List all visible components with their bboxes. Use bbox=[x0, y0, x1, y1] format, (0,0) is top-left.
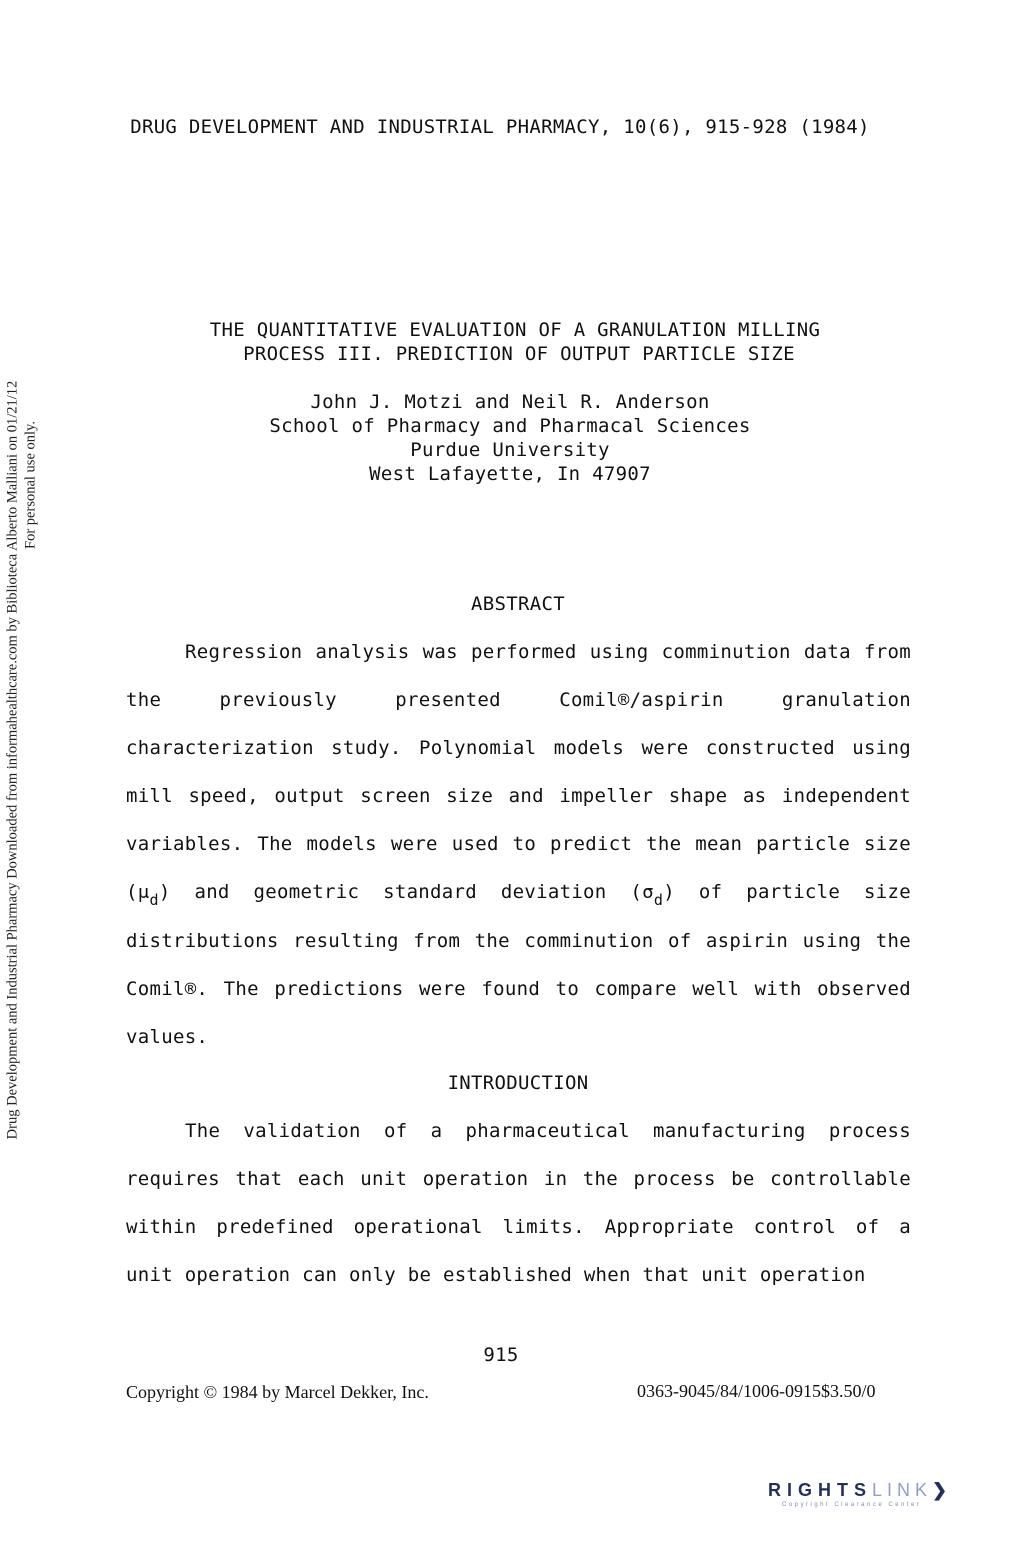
abstract-paragraph bbox=[126, 628, 911, 1061]
affiliation-line-1: School of Pharmacy and Pharmacal Sciences bbox=[269, 415, 751, 437]
personal-use-notice: For personal use only. bbox=[22, 421, 39, 549]
article-code: 0363-9045/84/1006-0915$3.50/0 bbox=[637, 1381, 876, 1401]
journal-header: DRUG DEVELOPMENT AND INDUSTRIAL PHARMACY, 10(6), 915-928 (1984) bbox=[130, 116, 870, 138]
abstract-heading: ABSTRACT bbox=[471, 593, 565, 615]
abstract-text-part-3: ) of particle size distributions resulting from the comminution of aspirin using the Comil®. The predictions were found to compare well with observed values. bbox=[126, 881, 911, 1048]
copyright-notice: Copyright © 1984 by Marcel Dekker, Inc. bbox=[126, 1382, 429, 1402]
abstract-text-part-1: Regression analysis was performed using comminution data from the previously presented Comil®/aspirin granulation characterization study. Polynomial models were constructed using mill speed, output screen size and impeller shape as independent variables. The models were used to predict the mean particle size (μ bbox=[126, 641, 911, 903]
rightslink-logo[interactable] bbox=[768, 1480, 1003, 1530]
logo-tagline: Copyright Clearance Center bbox=[782, 1502, 922, 1508]
author-block bbox=[0, 390, 1020, 486]
introduction-paragraph: The validation of a pharmaceutical manufacturing process requires that each unit operation in the process be controllable within predefined operational limits. Appropriate control of a unit operation can only be established when that unit operation bbox=[126, 1120, 911, 1286]
title-line-1: THE QUANTITATIVE EVALUATION OF A GRANULATION MILLING bbox=[209, 319, 821, 341]
affiliation-line-2: Purdue University bbox=[410, 439, 610, 461]
logo-word-rights: RIGHTS bbox=[768, 1480, 873, 1500]
logo-word-link: LINK bbox=[872, 1480, 933, 1500]
title-line-2: PROCESS III. PREDICTION OF OUTPUT PARTICLE SIZE bbox=[243, 343, 795, 365]
paper-title bbox=[0, 318, 1020, 366]
mu-subscript: d bbox=[149, 891, 159, 909]
logo-chevron-icon: ❯ bbox=[932, 1480, 954, 1500]
page-number: 915 bbox=[483, 1344, 519, 1366]
rightslink-wordmark bbox=[768, 1480, 1003, 1501]
affiliation-line-3: West Lafayette, In 47907 bbox=[369, 463, 651, 485]
introduction-heading: INTRODUCTION bbox=[447, 1072, 589, 1094]
download-notice: Drug Development and Industrial Pharmacy Downloaded from informahealthcare.com by Biblioteca Alberto Malliani on 01/21/12 bbox=[4, 380, 21, 1140]
abstract-text-part-2: ) and geometric standard deviation (σ bbox=[158, 881, 654, 903]
sigma-subscript: d bbox=[653, 891, 664, 909]
author-names: John J. Motzi and Neil R. Anderson bbox=[310, 391, 710, 413]
